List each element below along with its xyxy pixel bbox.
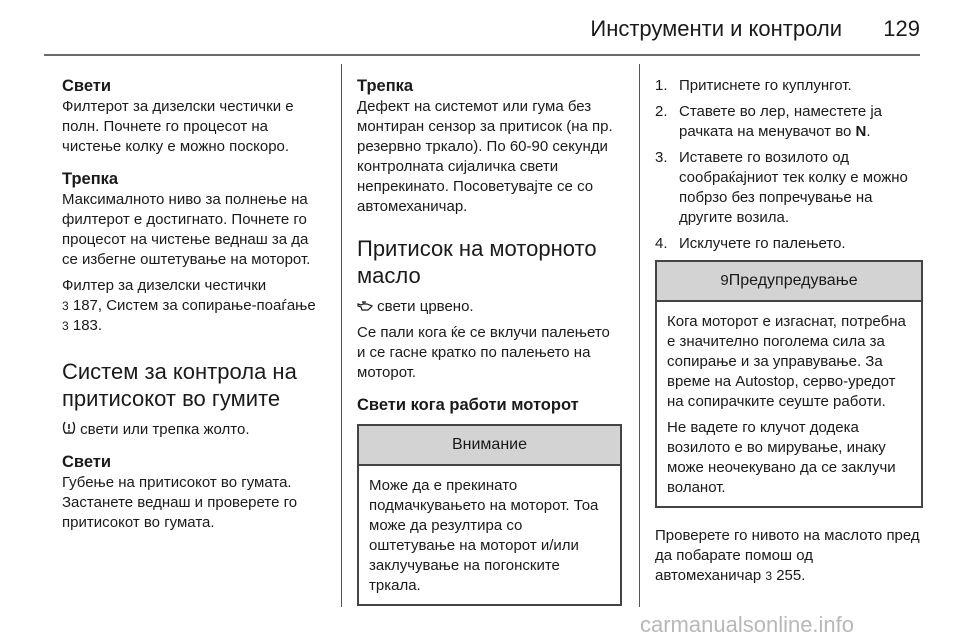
- list-item: [655, 148, 923, 228]
- indicator-line: [62, 420, 324, 440]
- step-text: .: [866, 123, 871, 140]
- heading-svetі-1: Свети: [62, 77, 112, 95]
- warning-body: [657, 302, 921, 506]
- notice-body: [359, 466, 620, 604]
- page-ref-arrow-icon: 3: [765, 569, 773, 583]
- list-item: [655, 234, 923, 254]
- heading-svetі-2: Свети: [62, 453, 112, 471]
- section-heading-tire-pressure: Систем за контрола на притисокот во гумите: [62, 359, 297, 411]
- header-rule: [44, 54, 920, 56]
- oil-can-icon: [357, 297, 373, 317]
- page-header: [0, 0, 960, 60]
- step-text: Ставете во лер, наместете ја рачката на менувачот во: [679, 103, 883, 140]
- step-number: 2.: [655, 103, 668, 120]
- steps-list: [655, 76, 923, 254]
- warning-text: Не вадете го клучот додека возилото е во мирување, инаку може неочекувано да се заклучи воланот.: [667, 419, 896, 496]
- column-3: [655, 76, 923, 586]
- warning-text: Кога моторот е изгаснат, потребна е значително поголема сила за сопирање и за управување. За време на Autostop, серво-уредот на сопирачките сеуште работи.: [667, 313, 906, 410]
- step-text: Иставете го возилото од сообраќајниот тек колку е можно побрзо без попречување на другите возила.: [679, 149, 908, 226]
- paragraph: Филтерот за дизелски честички е полн. Почнете го процесот на чистење колку е можно поскоро.: [62, 98, 294, 155]
- cross-reference-paragraph: [62, 276, 324, 336]
- indicator-text: свети црвено.: [373, 298, 474, 315]
- list-item: [655, 76, 923, 96]
- gear-neutral-label: N: [855, 123, 867, 140]
- ref-text: 183.: [68, 317, 103, 334]
- paragraph-text: Проверете го нивото на маслото пред да побарате помош од автомеханичар: [655, 527, 920, 584]
- indicator-line: [357, 297, 622, 317]
- column-1: [62, 76, 324, 533]
- paragraph-text: 255.: [772, 567, 806, 584]
- indicator-text: свети или трепка жолто.: [76, 421, 250, 438]
- notice-title: Внимание: [359, 426, 620, 466]
- warning-box: [655, 260, 923, 508]
- step-number: 4.: [655, 235, 668, 252]
- watermark: carmanualsonline.info: [640, 612, 855, 637]
- tire-pressure-icon: [62, 420, 76, 440]
- paragraph: Максималното ниво за полнење на филтерот е достигнато. Почнете го процесот на чистење веднаш за да се избегне оштетување на моторот.: [62, 191, 311, 268]
- page-number: 129: [883, 16, 920, 41]
- column-divider-2: [639, 64, 640, 607]
- page-title: Инструменти и контроли: [590, 16, 842, 41]
- step-text: Притиснете го куплунгот.: [679, 77, 852, 94]
- page-ref-arrow-icon: 3: [62, 299, 69, 313]
- column-divider-1: [341, 64, 342, 607]
- closing-paragraph: [655, 526, 923, 586]
- warning-title: Предупредување: [728, 272, 858, 289]
- page-ref-arrow-icon: 3: [62, 319, 69, 333]
- step-text: Исклучете го палењето.: [679, 235, 846, 252]
- paragraph: Се пали кога ќе се вклучи палењето и се гасне кратко по палењето на моторот.: [357, 324, 610, 381]
- heading-trepka: Трепка: [62, 170, 119, 188]
- warning-triangle-icon: 9: [720, 272, 729, 289]
- paragraph: Губење на притисокот во гумата. Застанете веднаш и проверете го притисокот во гумата.: [62, 474, 298, 531]
- heading-trepka-2: Трепка: [357, 77, 414, 95]
- heading-engine-running: Свети кога работи моторот: [357, 396, 579, 414]
- warning-header: [657, 262, 921, 302]
- column-2: [357, 76, 622, 606]
- notice-box: [357, 424, 622, 606]
- notice-text: Може да е прекинато подмачкувањето на моторот. Тоа може да резултира со оштетување на моторот и/или заклучување на погонските тркала.: [369, 477, 599, 594]
- step-number: 3.: [655, 149, 668, 166]
- list-item: [655, 102, 923, 142]
- section-heading-oil-pressure: Притисок на моторното масло: [357, 236, 597, 288]
- step-number: 1.: [655, 77, 668, 94]
- ref-text: 187, Систем за сопирање-поаѓање: [68, 297, 316, 314]
- paragraph: Дефект на системот или гума без монтиран сензор за притисок (на пр. резервно тркало). По 60-90 секунди контролната сијаличка свети непрекинато. Посоветувајте се со автомеханичар.: [357, 98, 613, 215]
- ref-text: Филтер за дизелски честички: [62, 277, 267, 294]
